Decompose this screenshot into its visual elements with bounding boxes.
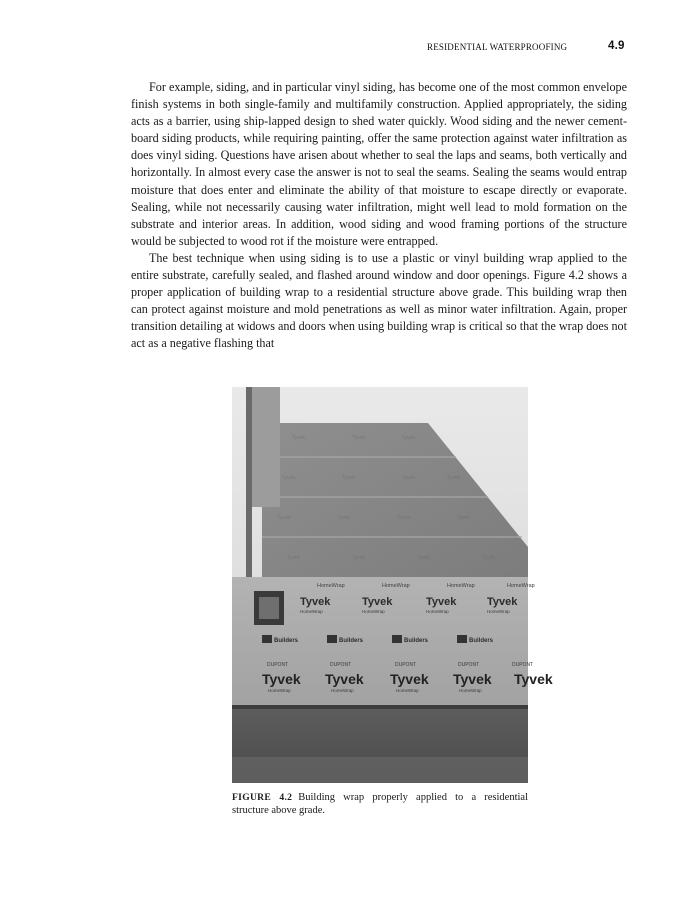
svg-text:HomeWrap: HomeWrap bbox=[362, 609, 385, 614]
svg-text:Builders: Builders bbox=[339, 638, 364, 644]
svg-text:DUPONT: DUPONT bbox=[512, 662, 534, 668]
svg-text:Tyvek: Tyvek bbox=[426, 596, 457, 608]
svg-text:Tyvek: Tyvek bbox=[342, 475, 356, 481]
running-header bbox=[427, 42, 627, 52]
svg-text:Tyvek: Tyvek bbox=[300, 596, 331, 608]
house-wrap-photo bbox=[232, 387, 553, 783]
svg-text:Builders: Builders bbox=[469, 638, 494, 644]
svg-text:Tyvek: Tyvek bbox=[402, 435, 416, 441]
figure-label: FIGURE 4.2 bbox=[232, 792, 293, 803]
svg-text:Tyvek: Tyvek bbox=[487, 596, 518, 608]
svg-text:Tyvek: Tyvek bbox=[453, 671, 492, 687]
svg-text:Builders: Builders bbox=[404, 638, 429, 644]
svg-text:HomeWrap: HomeWrap bbox=[507, 583, 535, 589]
svg-text:Tyvek: Tyvek bbox=[362, 596, 393, 608]
page-number: 4.9 bbox=[608, 40, 625, 52]
svg-text:Tyvek: Tyvek bbox=[282, 475, 296, 481]
svg-text:Tyvek: Tyvek bbox=[352, 555, 366, 561]
svg-text:HomeWrap: HomeWrap bbox=[268, 688, 291, 693]
svg-text:HomeWrap: HomeWrap bbox=[300, 609, 323, 614]
running-title: RESIDENTIAL WATERPROOFING bbox=[427, 42, 568, 52]
svg-text:HomeWrap: HomeWrap bbox=[331, 688, 354, 693]
window-pane bbox=[259, 597, 279, 619]
ground bbox=[232, 757, 528, 783]
svg-text:Tyvek: Tyvek bbox=[325, 671, 364, 687]
figure-photo bbox=[232, 387, 553, 783]
svg-text:Tyvek: Tyvek bbox=[390, 671, 429, 687]
svg-text:Tyvek: Tyvek bbox=[287, 555, 301, 561]
svg-text:Tyvek: Tyvek bbox=[352, 435, 366, 441]
svg-text:Tyvek: Tyvek bbox=[262, 671, 301, 687]
caption-text: Building wrap properly applied to a residential structure above grade. bbox=[232, 792, 528, 817]
svg-text:DUPONT: DUPONT bbox=[395, 662, 417, 668]
paragraph: The best technique when using siding is to use a plastic or vinyl building wrap applied to the entire substrate, carefully sealed, and flashed around window and door openings. Figure 4.2 shows a proper application of building wrap to a residential structure above grade. This building wrap then can protect against moisture and mold penetrations as well as minor water infiltration. Again, proper transition detailing at widows and doors when using building wrap is critical so that the wrap does not act as a negative flashing that bbox=[131, 250, 627, 351]
svg-text:HomeWrap: HomeWrap bbox=[382, 583, 410, 589]
svg-text:Tyvek: Tyvek bbox=[514, 671, 553, 687]
svg-text:DUPONT: DUPONT bbox=[330, 662, 352, 668]
svg-text:DUPONT: DUPONT bbox=[267, 662, 289, 668]
svg-text:HomeWrap: HomeWrap bbox=[487, 609, 510, 614]
svg-text:Tyvek: Tyvek bbox=[397, 515, 411, 521]
svg-text:Tyvek: Tyvek bbox=[337, 515, 351, 521]
svg-text:Tyvek: Tyvek bbox=[277, 515, 291, 521]
figure-caption bbox=[232, 791, 528, 817]
body-text bbox=[131, 79, 627, 353]
svg-text:DUPONT: DUPONT bbox=[458, 662, 480, 668]
svg-text:Tyvek: Tyvek bbox=[447, 475, 461, 481]
sill-line bbox=[232, 705, 528, 709]
svg-text:Tyvek: Tyvek bbox=[292, 435, 306, 441]
svg-text:Tyvek: Tyvek bbox=[457, 515, 471, 521]
svg-text:HomeWrap: HomeWrap bbox=[459, 688, 482, 693]
svg-text:HomeWrap: HomeWrap bbox=[426, 609, 449, 614]
svg-text:Builders: Builders bbox=[274, 638, 299, 644]
svg-text:HomeWrap: HomeWrap bbox=[447, 583, 475, 589]
svg-text:HomeWrap: HomeWrap bbox=[396, 688, 419, 693]
paragraph: For example, siding, and in particular vinyl siding, has become one of the most common envelope finish systems in both single-family and multifamily construction. Applied appropriately, the siding acts as a barrier, using ship-lapped design to shed water quickly. Wood siding and the newer cement-board siding products, while requiring painting, offer the same protection against water infiltration as does vinyl siding. Questions have arisen about whether to seal the laps and seams, both vertically and horizontally. In almost every case the answer is not to seal the seams. Sealing the seams would entrap moisture that does enter and eliminate the ability of that moisture to escape directly or evaporate. Sealing, while not necessarily causing water infiltration, might well lead to mold formation on the substrate and interior areas. In addition, wood siding and wood framing portions of the structure would be subjected to wood rot if the moisture were entrapped. bbox=[131, 80, 627, 248]
svg-text:HomeWrap: HomeWrap bbox=[317, 583, 345, 589]
svg-text:Tyvek: Tyvek bbox=[402, 475, 416, 481]
svg-text:Tyvek: Tyvek bbox=[417, 555, 431, 561]
svg-text:Tyvek: Tyvek bbox=[482, 555, 496, 561]
